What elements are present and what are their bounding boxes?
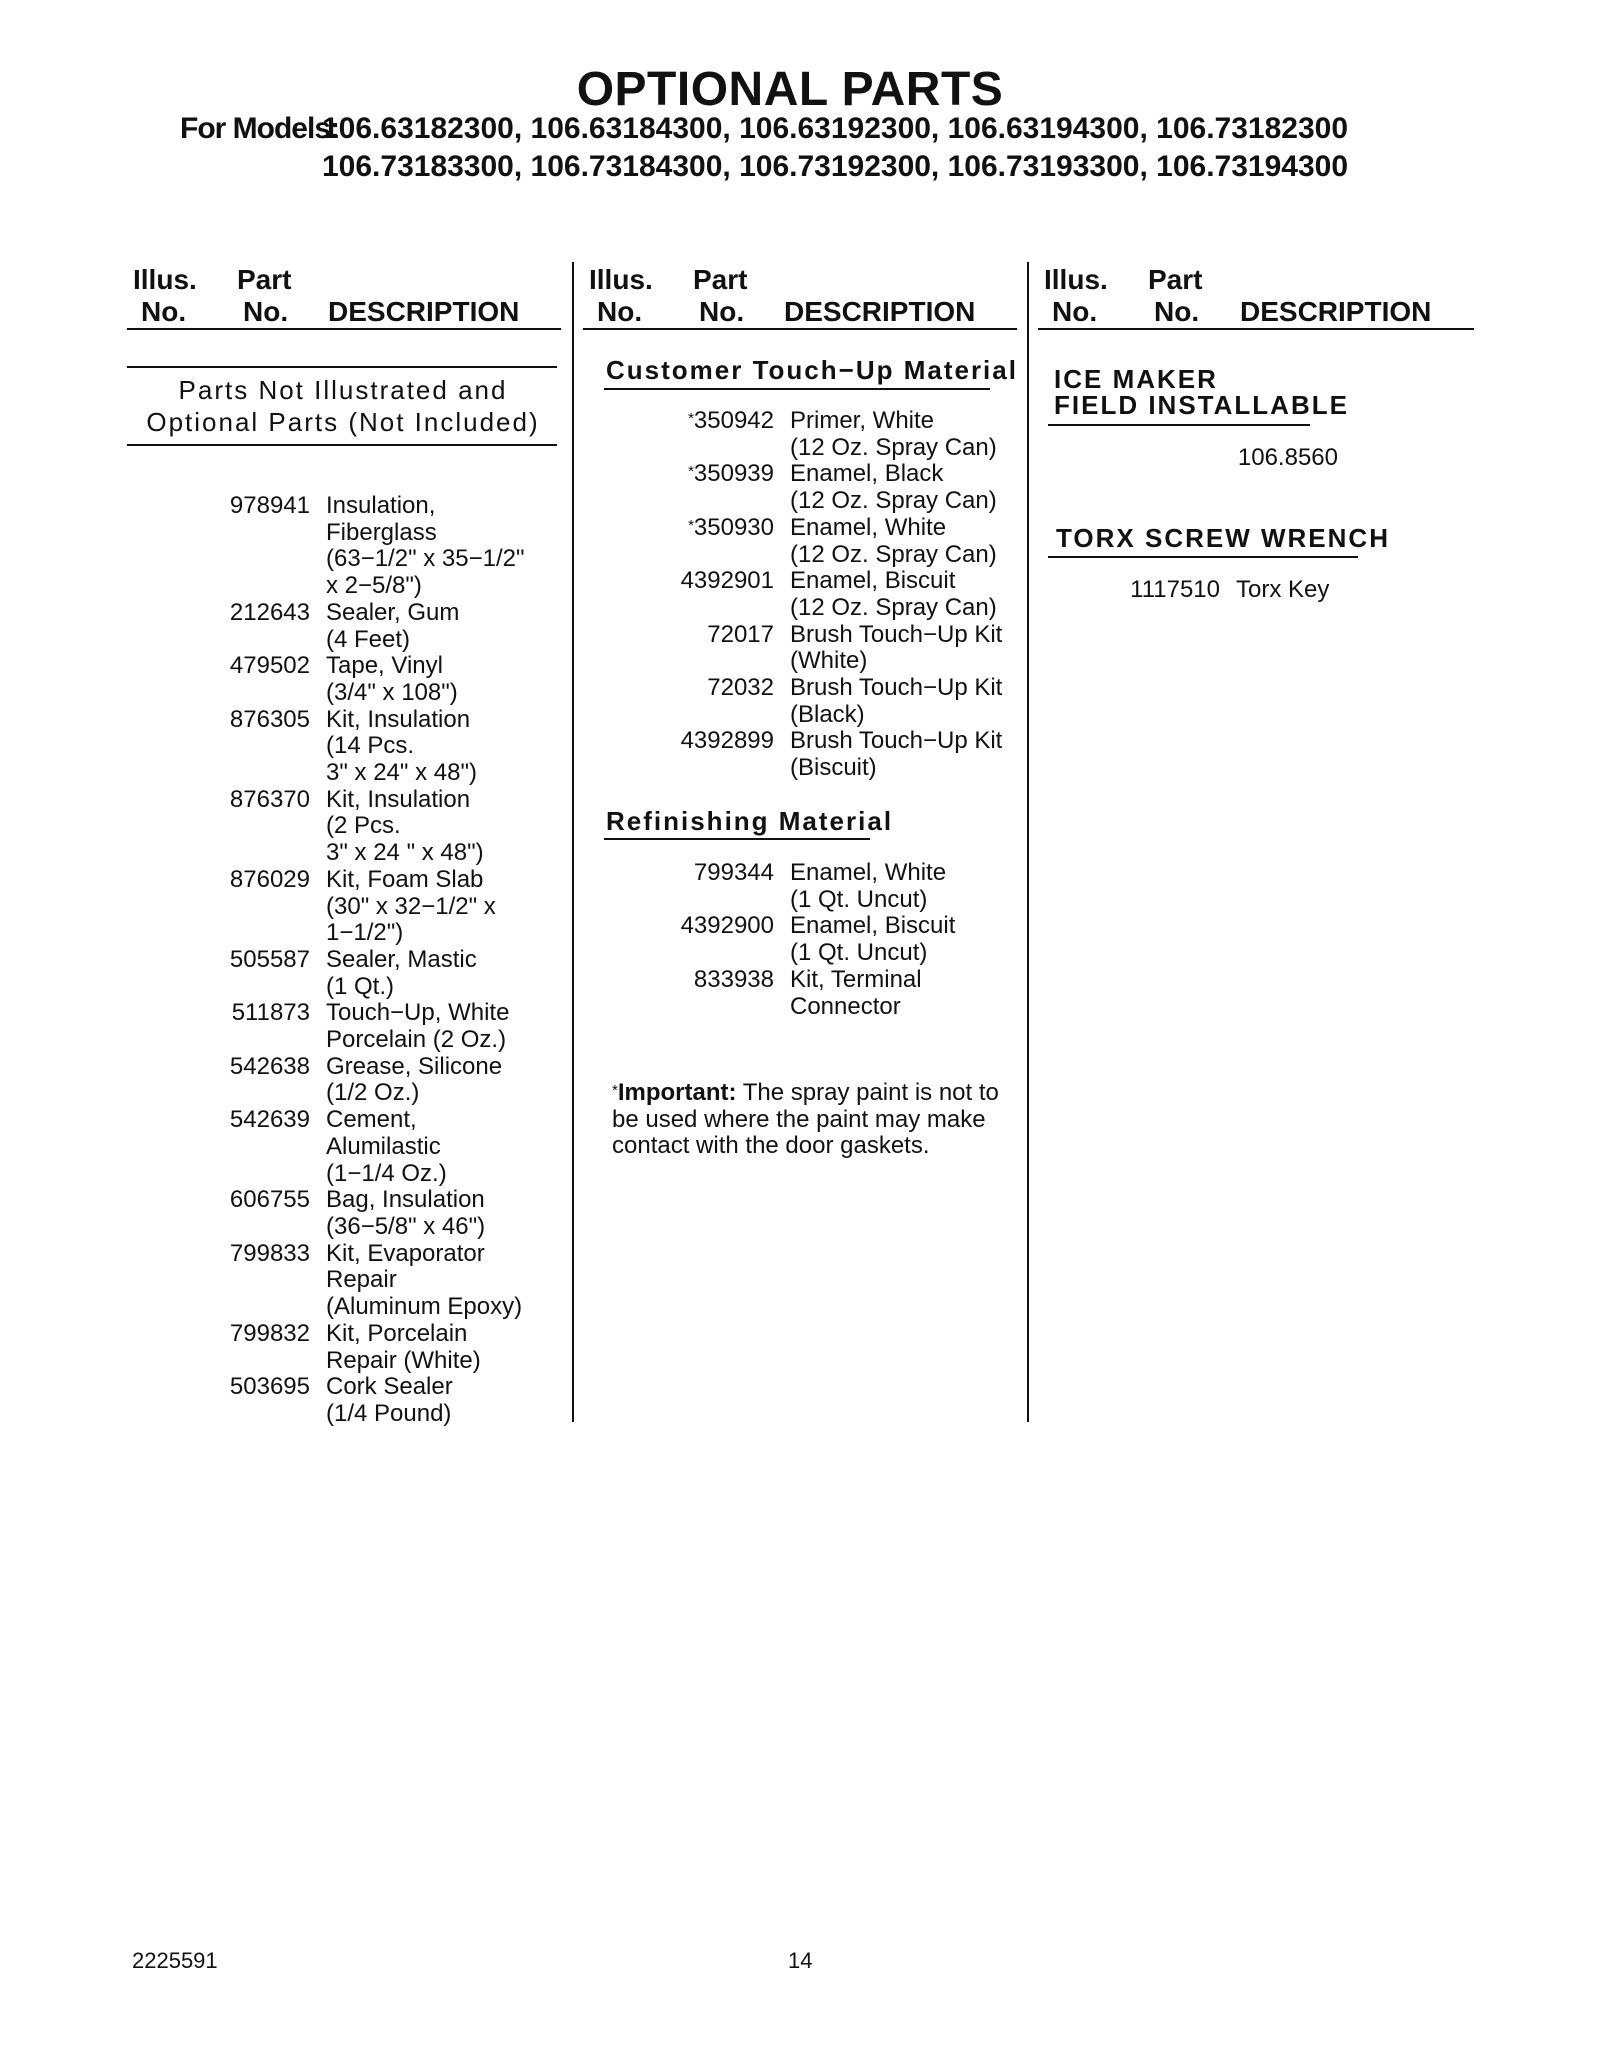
col1-part-description-line: Sealer, Gum [326,598,460,626]
col1-part-description-line: (2 Pcs. [326,812,401,840]
icemaker-title-line-2: FIELD INSTALLABLE [1054,390,1349,420]
models-list-line-2: 106.73183300, 106.73184300, 106.73192300, 106.73193300, 106.73194300 [322,150,1349,183]
col1-part-description-line: (63−1/2" x 35−1/2" [326,545,525,573]
col1-parts-list [200,493,525,1428]
col1-part-description [310,1374,453,1427]
touchup-part-part-number-text: 4392901 [680,567,774,595]
col3-header-rule [1038,328,1474,330]
touchup-part-row [640,515,1002,568]
col1-part-description-line: (1 Qt.) [326,972,395,1000]
touchup-part-description [774,461,997,514]
col3-header-no: No. [1052,296,1098,327]
col1-part-description-line: Fiberglass [326,518,437,546]
touchup-part-part-number [640,622,774,675]
col1-part-part-number-text: 799833 [229,1239,310,1267]
col1-part-part-number [200,1107,310,1187]
icemaker-part-number: 106.8560 [1237,444,1338,471]
column-divider-2 [1027,262,1029,1422]
col1-part-description-line: Kit, Insulation [326,705,471,733]
important-note [612,1080,1032,1160]
touchup-part-row [640,622,1002,675]
col1-header-rule [127,328,561,330]
col1-part-part-number [200,1054,310,1107]
touchup-section-underline [604,388,990,390]
col1-header-part: Part [237,264,292,295]
models-list-line-1: 106.63182300, 106.63184300, 106.63192300, 106.63194300, 106.73182300 [322,112,1349,145]
torx-parts-list [1040,577,1329,604]
col1-part-description-line: 1−1/2") [326,919,404,947]
col1-part-part-number [200,1374,310,1427]
col1-part-part-number-text: 799832 [229,1319,310,1347]
touchup-part-row [640,568,1002,621]
icemaker-part-row [1040,445,1338,472]
refinishing-part-description-line: (1 Qt. Uncut) [790,885,928,913]
col1-part-description-line: (3/4" x 108") [326,678,458,706]
touchup-part-asterisk: * [688,463,694,481]
icemaker-section-underline [1048,424,1310,426]
refinishing-part-part-number-text: 4392900 [680,912,774,940]
col1-part-description-line: x 2−5/8") [326,572,422,600]
touchup-part-description-line: (Biscuit) [790,754,877,782]
col1-part-row [200,600,525,653]
col3-header-part-no: No. [1154,296,1200,327]
col1-part-description-line: 3" x 24 " x 48") [326,839,484,867]
touchup-part-description-line: Brush Touch−Up Kit [790,727,1003,755]
touchup-part-description [774,568,997,621]
col3-header-part: Part [1148,264,1203,295]
models-label: For Models: [180,112,339,145]
col1-part-description-line: Kit, Porcelain [326,1319,468,1347]
icemaker-section-title [1054,366,1349,418]
col2-header-part: Part [693,264,748,295]
col1-section-rule-top [127,366,557,368]
touchup-part-part-number-text: 4392899 [680,727,774,755]
col1-part-part-number [200,493,310,600]
col1-part-description-line: Repair [326,1266,397,1294]
refinishing-parts-list [640,860,955,1020]
refinishing-section-title: Refinishing Material [606,806,894,836]
document-number: 2225591 [132,1948,218,1973]
touchup-part-part-number-text: 350930 [693,513,774,541]
col1-part-description [310,947,477,1000]
touchup-part-part-number [640,461,774,514]
col1-part-description-line: Cork Sealer [326,1373,453,1401]
page-title: OPTIONAL PARTS [576,63,1004,116]
refinishing-part-description-line: Enamel, White [790,859,947,886]
touchup-part-row [640,675,1002,728]
refinishing-part-description-line: (1 Qt. Uncut) [790,939,928,967]
col1-part-description [310,787,484,867]
col1-part-part-number-text: 876029 [229,865,310,893]
refinishing-part-description-line: Enamel, Biscuit [790,912,956,940]
icemaker-parts-list [1040,445,1338,472]
col1-part-description [310,1241,522,1321]
col1-part-part-number [200,787,310,867]
touchup-part-description [774,622,1002,675]
touchup-section-title: Customer Touch−Up Material [606,355,1018,385]
touchup-part-part-number [640,568,774,621]
col1-part-part-number-text: 503695 [229,1373,310,1401]
touchup-parts-list [640,408,1002,782]
col3-header-description: DESCRIPTION [1240,296,1432,327]
col1-part-row [200,1374,525,1427]
col1-part-row [200,1321,525,1374]
col1-part-description-line: Kit, Evaporator [326,1239,485,1267]
col1-part-part-number-text: 511873 [231,999,310,1027]
col1-part-part-number [200,707,310,787]
icemaker-title-line-1: ICE MAKER [1054,364,1218,394]
col1-part-part-number-text: 978941 [229,492,310,519]
col1-part-description [310,707,477,787]
col1-part-part-number-text: 606755 [229,1186,310,1214]
col1-part-description-line: Porcelain (2 Oz.) [326,1026,507,1054]
touchup-part-part-number [640,515,774,568]
touchup-part-description-line: Brush Touch−Up Kit [790,674,1003,702]
col1-part-part-number [200,653,310,706]
col1-part-description [310,1321,481,1374]
touchup-part-description [774,408,997,461]
col1-part-description-line: (1/4 Pound) [326,1399,452,1427]
col1-part-row [200,867,525,947]
touchup-part-part-number-text: 72017 [707,620,774,648]
col1-header-no: No. [141,296,187,327]
col1-part-part-number-text: 212643 [229,598,310,626]
refinishing-part-row [640,860,955,913]
col2-header-part-no: No. [699,296,745,327]
touchup-part-description-line: Primer, White [790,407,935,434]
refinishing-part-row [640,967,955,1020]
torx-section-underline [1048,556,1358,558]
touchup-part-description-line: Enamel, Biscuit [790,567,956,595]
col1-part-row [200,1187,525,1240]
touchup-part-part-number [640,408,774,461]
col1-part-description [310,1054,502,1107]
touchup-part-asterisk: * [688,410,694,427]
col1-part-row [200,1054,525,1107]
col1-part-description-line: Bag, Insulation [326,1186,485,1214]
col1-header-part-no: No. [243,296,289,327]
col1-part-description [310,493,525,600]
touchup-part-description [774,728,1002,781]
col1-part-part-number [200,1321,310,1374]
touchup-part-part-number-text: 350942 [693,407,774,434]
col1-section-rule-bottom [127,444,557,446]
col1-part-description [310,867,496,947]
col1-part-description [310,1187,485,1240]
col1-part-row [200,1241,525,1321]
col1-part-description-line: (30" x 32−1/2" x [326,892,496,920]
touchup-part-description-line: (Black) [790,700,865,728]
col1-part-part-number-text: 876370 [229,785,310,813]
col1-part-description-line: Cement, [326,1106,417,1134]
col1-part-row [200,947,525,1000]
col1-part-row [200,1000,525,1053]
torx-section-title: TORX SCREW WRENCH [1056,523,1390,553]
touchup-part-description-line: (12 Oz. Spray Can) [790,593,997,621]
col2-header-no: No. [597,296,643,327]
col1-part-description-line: Alumilastic [326,1132,441,1160]
col1-section-title [128,374,558,438]
refinishing-part-row [640,913,955,966]
touchup-part-description-line: Brush Touch−Up Kit [790,620,1003,648]
touchup-part-description-line: Enamel, Black [790,460,944,488]
col2-header-illus: Illus. [589,264,653,295]
torx-part-description: Torx Key [1236,576,1330,603]
refinishing-part-part-number [640,967,774,1020]
col1-part-part-number [200,867,310,947]
col1-part-part-number-text: 542639 [229,1106,310,1134]
col1-part-part-number-text: 876305 [229,705,310,733]
touchup-part-description-line: (White) [790,647,868,675]
col1-part-row [200,707,525,787]
touchup-part-description-line: Enamel, White [790,513,947,541]
col1-part-description-line: Tape, Vinyl [326,652,443,680]
touchup-part-description [774,675,1002,728]
refinishing-part-description-line: Kit, Terminal [790,965,922,993]
col1-header-illus: Illus. [133,264,197,295]
col1-part-part-number-text: 479502 [229,652,310,680]
col1-part-description [310,653,458,706]
col2-header-description: DESCRIPTION [784,296,976,327]
col1-part-description [310,600,459,653]
touchup-part-row [640,408,1002,461]
col1-part-part-number-text: 505587 [229,945,310,973]
col1-part-description-line: (1/2 Oz.) [326,1079,420,1107]
touchup-part-asterisk: * [688,516,694,534]
refinishing-part-description-line: Connector [790,992,901,1020]
touchup-part-row [640,728,1002,781]
col1-part-description-line: (36−5/8" x 46") [326,1212,486,1240]
col1-part-description-line: (1−1/4 Oz.) [326,1159,447,1187]
column-divider-1 [572,262,574,1422]
col1-part-description-line: Touch−Up, White [326,999,510,1027]
page-number: 14 [788,1948,813,1973]
refinishing-part-part-number [640,860,774,913]
torx-part-row [1040,577,1329,604]
col1-part-part-number-text: 542638 [229,1052,310,1080]
note-label: Important: [617,1079,737,1106]
note-asterisk: * [612,1082,618,1099]
col1-part-part-number [200,600,310,653]
refinishing-part-description [774,913,955,966]
col1-part-description-line: Sealer, Mastic [326,945,477,973]
touchup-part-description-line: (12 Oz. Spray Can) [790,433,997,461]
col1-part-description-line: Insulation, [326,492,436,519]
touchup-part-description [774,515,997,568]
col1-part-description-line: Repair (White) [326,1346,481,1374]
col1-part-part-number [200,1187,310,1240]
col1-part-description-line: (4 Feet) [326,625,411,653]
refinishing-part-part-number [640,913,774,966]
col1-part-description-line: Grease, Silicone [326,1052,503,1080]
torx-part-number: 1117510 [1130,576,1220,603]
col1-header-description: DESCRIPTION [328,296,520,327]
touchup-part-description-line: (12 Oz. Spray Can) [790,487,997,515]
col1-part-description-line: Kit, Insulation [326,785,471,813]
col1-part-description-line: 3" x 24" x 48") [326,759,477,787]
touchup-part-part-number-text: 350939 [693,460,774,488]
col2-header-rule [583,328,1017,330]
touchup-part-row [640,461,1002,514]
refinishing-part-description [774,967,922,1020]
col1-part-row [200,787,525,867]
col1-part-row [200,1107,525,1187]
touchup-part-description-line: (12 Oz. Spray Can) [790,540,997,568]
col1-part-description [310,1000,509,1053]
refinishing-section-underline [604,838,870,840]
col1-part-description [310,1107,447,1187]
col1-section-title-line-1: Parts Not Illustrated and [178,375,508,405]
refinishing-part-part-number-text: 799344 [693,859,774,886]
col1-part-description-line: (Aluminum Epoxy) [326,1293,523,1321]
col1-part-part-number [200,1241,310,1321]
refinishing-part-description [774,860,946,913]
col1-part-row [200,653,525,706]
touchup-part-part-number [640,675,774,728]
refinishing-part-part-number-text: 833938 [693,965,774,993]
col1-part-part-number [200,947,310,1000]
col1-part-description-line: (14 Pcs. [326,732,415,760]
touchup-part-part-number-text: 72032 [707,674,774,702]
touchup-part-part-number [640,728,774,781]
col1-section-title-line-2: Optional Parts (Not Included) [146,407,540,437]
note-text: The spray paint is not to be used where the paint may make contact with the door gaskets. [612,1079,999,1160]
col1-part-row [200,493,525,600]
col1-part-description-line: Kit, Foam Slab [326,865,484,893]
col3-header-illus: Illus. [1044,264,1108,295]
col1-part-part-number [200,1000,310,1053]
